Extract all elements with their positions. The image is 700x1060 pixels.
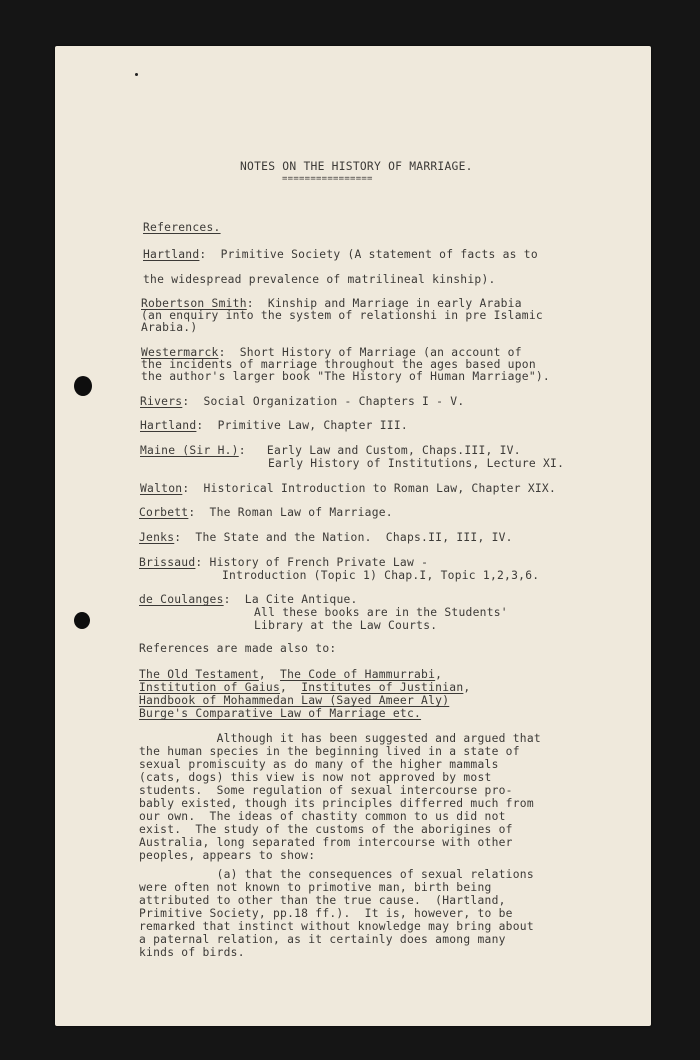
ref-text: Arabia.): [141, 321, 198, 334]
ref-text: : Primitive Society (A statement of facts as to: [199, 248, 538, 261]
also-line: Institution of Gaius, Institutes of Justinian,: [139, 681, 471, 694]
ref-rivers: [140, 395, 464, 408]
ref-jenks: [139, 531, 513, 544]
ref-author: Corbett: [139, 506, 189, 519]
body-line: bably existed, though its principles differred much from: [139, 797, 534, 810]
ref-brissaud: [139, 556, 428, 569]
body-line: a paternal relation, as it certainly does among many: [139, 933, 506, 946]
ref-text: : Early Law and Custom, Chaps.III, IV.: [238, 444, 521, 457]
ref-text: the author's larger book "The History of Human Marriage").: [141, 370, 550, 383]
ref-text: Introduction (Topic 1) Chap.I, Topic 1,2,3,6.: [222, 569, 540, 582]
ref-text: Early History of Institutions, Lecture XI.: [268, 457, 565, 470]
ref-author: Maine (Sir H.): [140, 444, 239, 457]
ink-dot: [135, 73, 138, 76]
punch-hole: [74, 612, 90, 629]
body-line: were often not known to primotive man, birth being: [139, 881, 492, 894]
ref-author: de Coulanges: [139, 593, 224, 606]
body-line: Australia, long separated from intercourse with other: [139, 836, 513, 849]
title-rule: ================: [282, 174, 373, 184]
ref-text: : Short History of Marriage (an account of: [218, 346, 522, 359]
ref-text: the incidents of marriage throughout the ages based upon: [141, 358, 536, 371]
punch-hole: [74, 376, 92, 396]
ref-text: : Primitive Law, Chapter III.: [196, 419, 408, 432]
body-line: Although it has been suggested and argued that: [139, 732, 541, 745]
body-line: our own. The ideas of chastity common to us did not: [139, 810, 506, 823]
ref-author: Brissaud: [139, 556, 196, 569]
body-line: peoples, appears to show:: [139, 849, 316, 862]
ref-text: : The Roman Law of Marriage.: [188, 506, 393, 519]
ref-text: All these books are in the Students': [254, 606, 508, 619]
ref-de-coulanges: [139, 593, 358, 606]
also-heading: References are made also to:: [139, 642, 337, 655]
ref-text: the widespread prevalence of matrilineal kinship).: [143, 273, 496, 286]
ref-author: Robertson Smith: [141, 297, 247, 310]
ref-hartland-primitive-law: [140, 419, 408, 432]
ref-text: : Social Organization - Chapters I - V.: [182, 395, 465, 408]
body-line: Primitive Society, pp.18 ff.). It is, however, to be: [139, 907, 513, 920]
body-line: students. Some regulation of sexual intercourse pro-: [139, 784, 513, 797]
body-line: sexual promiscuity as do many of the higher mammals: [139, 758, 499, 771]
body-line: the human species in the beginning lived in a state of: [139, 745, 520, 758]
ref-text: Library at the Law Courts.: [254, 619, 438, 632]
ref-walton: [140, 482, 556, 495]
also-old-testament: The Old Testament: [139, 668, 259, 681]
ref-author: Jenks: [139, 531, 175, 544]
ref-author: Hartland: [140, 419, 197, 432]
also-burge: Burge's Comparative Law of Marriage etc.: [139, 707, 422, 720]
also-gaius: Institution of Gaius: [139, 681, 281, 694]
ref-text: : Historical Introduction to Roman Law, Chapter XIX.: [182, 482, 557, 495]
also-mohammedan: Handbook of Mohammedan Law (Sayed Ameer Aly): [139, 694, 450, 707]
page-title: NOTES ON THE HISTORY OF MARRIAGE.: [240, 160, 473, 173]
body-line: exist. The study of the customs of the aborigines of: [139, 823, 513, 836]
ref-hartland-primitive-society: [143, 248, 538, 261]
ref-text: : History of French Private Law -: [195, 556, 429, 569]
body-line: kinds of birds.: [139, 946, 245, 959]
body-line: remarked that instinct without knowledge may bring about: [139, 920, 534, 933]
also-line: The Old Testament, The Code of Hammurrabi,: [139, 668, 443, 681]
body-paragraph-1: [139, 732, 541, 862]
ref-maine: [140, 444, 521, 457]
ref-author: Hartland: [143, 248, 200, 261]
body-line: (a) that the consequences of sexual relations: [139, 868, 534, 881]
body-line: attributed to other than the true cause. (Hartland,: [139, 894, 506, 907]
also-hammurabi: The Code of Hammurrabi: [280, 668, 436, 681]
references-heading: References.: [143, 221, 221, 234]
ref-text: (an enquiry into the system of relationshi in pre Islamic: [141, 309, 543, 322]
ref-author: Westermarck: [141, 346, 219, 359]
document-page: [55, 46, 651, 1026]
ref-text: : Kinship and Marriage in early Arabia: [246, 297, 522, 310]
ref-text: : La Cite Antique.: [223, 593, 358, 606]
ref-author: Walton: [140, 482, 183, 495]
ref-corbett: [139, 506, 393, 519]
body-line: (cats, dogs) this view is now not approved by most: [139, 771, 492, 784]
ref-author: Rivers: [140, 395, 183, 408]
ref-text: : The State and the Nation. Chaps.II, III, IV.: [174, 531, 513, 544]
also-justinian: Institutes of Justinian: [301, 681, 464, 694]
body-paragraph-2: [139, 868, 534, 959]
